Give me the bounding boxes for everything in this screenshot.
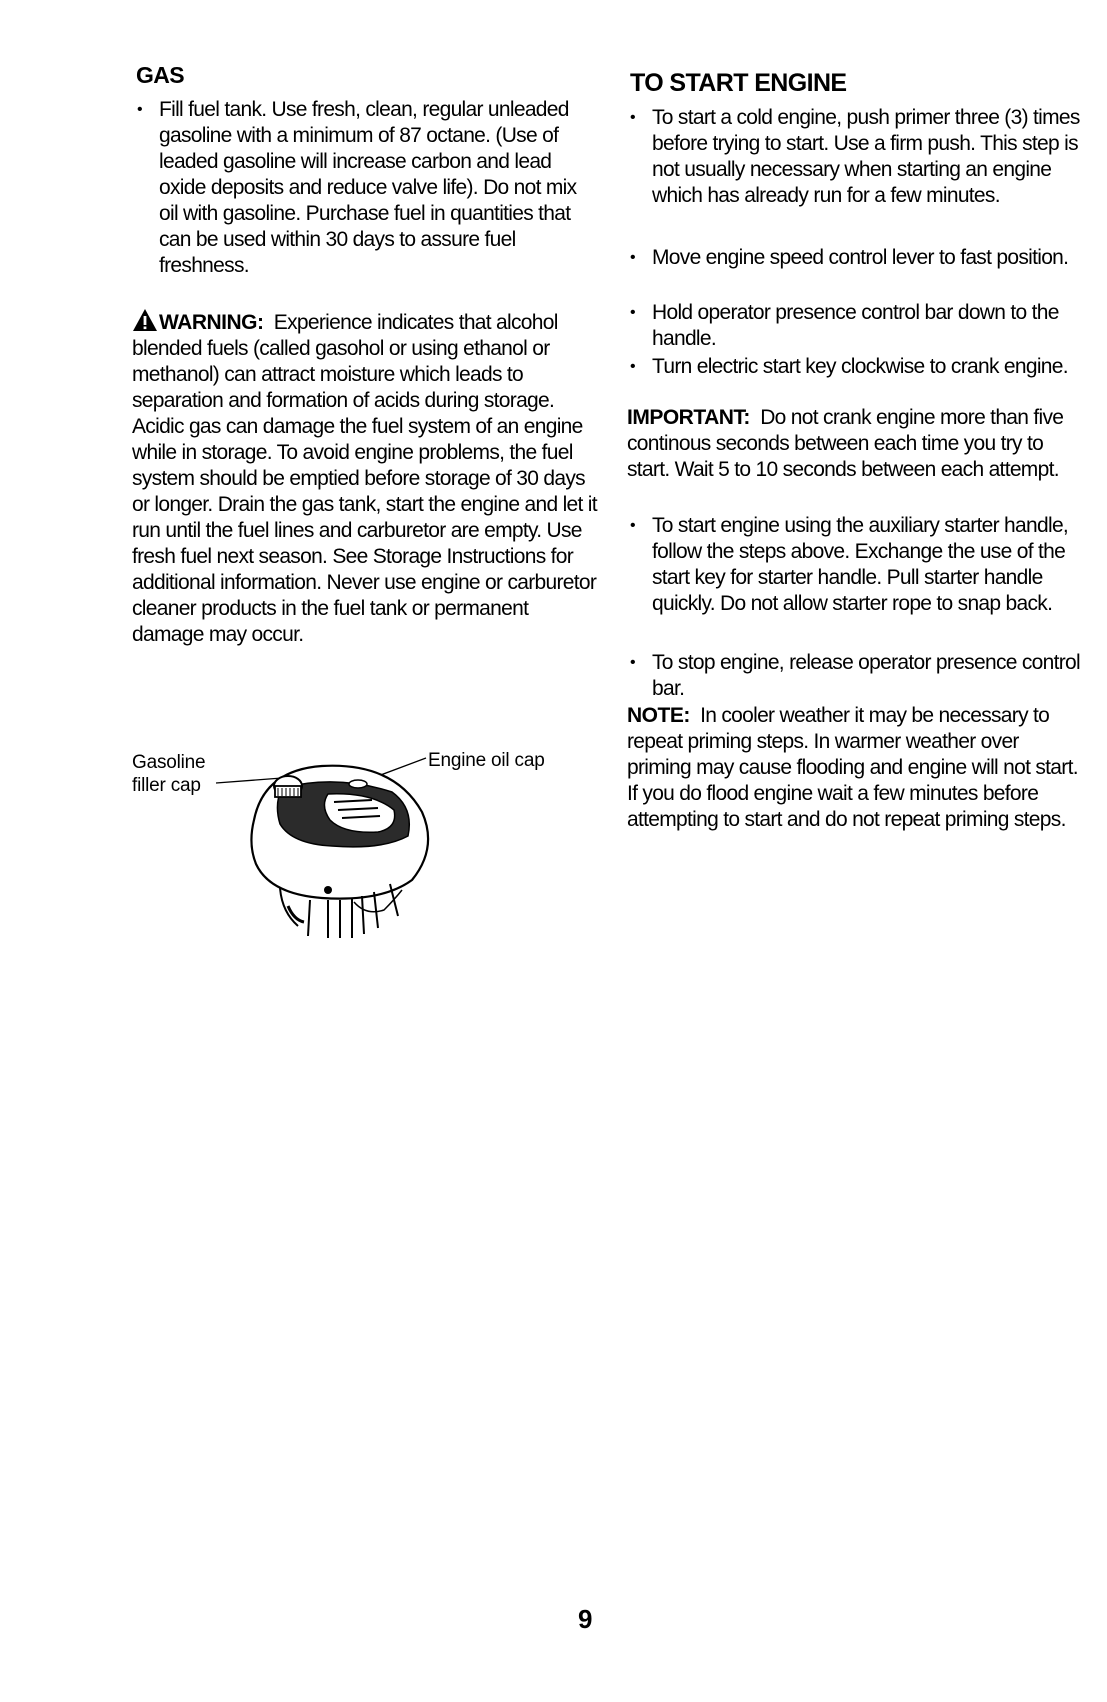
start-bullet-3-text: Hold operator presence control bar down to the handle. [652,301,1059,350]
bullet-dot-icon: • [630,109,635,126]
start-bullet-4 [630,354,1092,380]
oil-cap-label: Engine oil cap [428,750,545,771]
start-bullet-4-text: Turn electric start key clockwise to crank engine. [652,355,1068,378]
note-text: In cooler weather it may be necessary to repeat priming steps. In warmer weather over priming may cause flooding and engine will not start. If you do flood engine wait a few minutes before attempting to start and do not repeat priming steps. [627,704,1078,831]
gasoline-cap-label-line1: Gasoline [132,752,206,773]
bullet-dot-icon: • [137,101,142,118]
bullet-dot-icon: • [630,304,635,321]
start-bullet-1 [630,105,1092,209]
aux-start-bullet [630,513,1092,617]
start-bullet-2 [630,245,1092,271]
gas-heading: GAS [136,62,185,88]
page-number: 9 [578,1604,593,1634]
start-engine-heading: TO START ENGINE [630,69,847,97]
start-bullet-2-text: Move engine speed control lever to fast position. [652,246,1069,269]
engine-figure [132,740,602,940]
aux-start-bullet-text: To start engine using the auxiliary starter handle, follow the steps above. Exchange the use of the start key for starter handle. Pull starter handle quickly. Do not allow starter rope to snap back. [652,514,1069,615]
important-paragraph [627,405,1087,483]
gasoline-cap-label-line2: filler cap [132,775,201,796]
engine-illustration [132,740,602,940]
note-label: NOTE: [627,704,690,727]
warning-triangle-icon [132,308,158,332]
bullet-dot-icon: • [630,249,635,266]
warning-paragraph [132,308,597,648]
important-text: Do not crank engine more than five continous seconds between each time you try to start. Wait 5 to 10 seconds between each attempt. [627,406,1064,481]
start-bullet-3 [630,300,1092,352]
warning-text: Experience indicates that alcohol blended fuels (called gasohol or using ethanol or methanol) can attract moisture which leads to separation and formation of acids during storage. Acidic gas can damage the fuel system of an engine while in storage. To avoid engine problems, the fuel system should be emptied before storage of 30 days or longer. Drain the gas tank, start the engine and let it run until the fuel lines and carburetor are empty. Use fresh fuel next season. See Storage Instructions for additional information. Never use engine or carburetor cleaner products in the fuel tank or permanent damage may occur. [132,311,597,646]
stop-engine-bullet-text: To stop engine, release operator presence control bar. [652,651,1080,700]
important-label: IMPORTANT: [627,406,750,429]
warning-label: WARNING: [159,311,264,334]
stop-engine-bullet [630,650,1092,702]
note-paragraph [627,703,1087,833]
bullet-dot-icon: • [630,358,635,375]
bullet-dot-icon: • [630,654,635,671]
gas-bullet-text: Fill fuel tank. Use fresh, clean, regular unleaded gasoline with a minimum of 87 octane. (Use of leaded gasoline will increase carbon and lead oxide deposits and reduce valve life). Do not mix oil with gasoline. Purchase fuel in quantities that can be used within 30 days to assure fuel freshness. [159,98,577,277]
gas-bullet [137,97,589,279]
bullet-dot-icon: • [630,517,635,534]
start-bullet-1-text: To start a cold engine, push primer three (3) times before trying to start. Use a firm push. This step is not usually necessary when starting an engine which has already run for a few minutes. [652,106,1080,207]
